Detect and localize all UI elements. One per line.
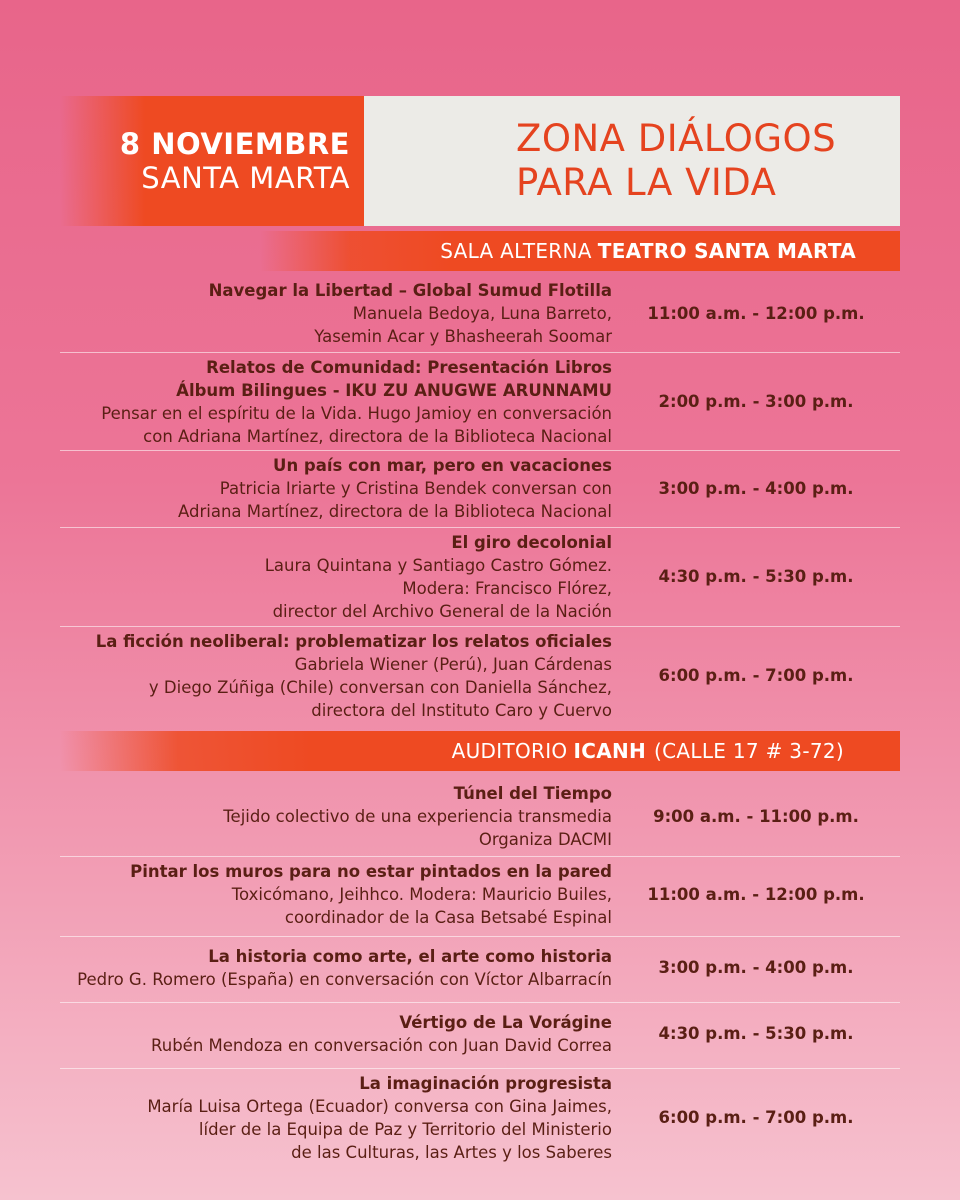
event-participants: Patricia Iriarte y Cristina Bendek conversan con <box>219 479 612 498</box>
event-time: 11:00 a.m. - 12:00 p.m. <box>647 885 865 904</box>
event-info <box>60 531 612 623</box>
event-row <box>60 275 900 351</box>
event-participants: Rubén Mendoza en conversación con Juan David Correa <box>151 1035 612 1055</box>
event-participants: Tejido colectivo de una experiencia transmedia <box>223 806 612 826</box>
event-row <box>60 778 900 854</box>
event-info <box>60 630 612 722</box>
event-row <box>60 450 900 526</box>
event-title: La ficción neoliberal: problematizar los relatos oficiales <box>95 631 612 651</box>
event-info <box>60 1072 612 1164</box>
section-address: (CALLE 17 # 3-72) <box>654 739 844 763</box>
event-info <box>60 860 612 929</box>
event-info <box>60 945 612 991</box>
event-title: Vértigo de La Vorágine <box>399 1012 612 1032</box>
event-participants: de las Culturas, las Artes y los Saberes <box>291 1142 612 1162</box>
event-time: 9:00 a.m. - 11:00 p.m. <box>653 806 859 826</box>
section-header-sala-alterna <box>260 231 900 271</box>
event-participants: Yasemin Acar y Bhasheerah Soomar <box>314 326 612 346</box>
event-time: 11:00 a.m. - 12:00 p.m. <box>647 303 865 323</box>
event-participants: Pensar en el espíritu de la Vida. Hugo Jamioy en conversación <box>101 403 612 423</box>
event-time: 4:30 p.m. - 5:30 p.m. <box>658 1024 854 1043</box>
event-participants: Gabriela Wiener (Perú), Juan Cárdenas <box>294 654 612 674</box>
event-participants: Manuela Bedoya, Luna Barreto, <box>352 303 612 323</box>
event-participants: Pedro G. Romero (España) en conversación con Víctor Albarracín <box>77 969 612 989</box>
date-block <box>60 96 364 226</box>
section-prefix: SALA ALTERNA <box>440 239 592 263</box>
event-participants: director del Archivo General de la Nación <box>272 601 612 621</box>
event-title: Navegar la Libertad – Global Sumud Flotilla <box>208 280 612 300</box>
event-time: 3:00 p.m. - 4:00 p.m. <box>658 479 854 498</box>
event-time: 4:30 p.m. - 5:30 p.m. <box>658 567 854 586</box>
event-info <box>60 1011 612 1057</box>
event-title: La historia como arte, el arte como historia <box>208 946 612 966</box>
event-date: 8 NOVIEMBRE <box>119 127 350 161</box>
event-row <box>60 352 900 450</box>
event-time: 6:00 p.m. - 7:00 p.m. <box>658 1108 854 1127</box>
event-participants: directora del Instituto Caro y Cuervo <box>311 700 612 720</box>
event-participants: Laura Quintana y Santiago Castro Gómez. <box>264 555 612 575</box>
event-row <box>60 527 900 625</box>
event-time: 6:00 p.m. - 7:00 p.m. <box>658 666 854 685</box>
event-city: SANTA MARTA <box>141 161 350 195</box>
event-participants: Organiza DACMI <box>478 829 612 849</box>
event-time: 3:00 p.m. - 4:00 p.m. <box>658 958 854 977</box>
event-participants: coordinador de la Casa Betsabé Espinal <box>284 908 612 927</box>
event-title: Un país con mar, pero en vacaciones <box>273 456 612 475</box>
section-prefix: AUDITORIO <box>451 739 568 763</box>
section-venue: TEATRO SANTA MARTA <box>597 239 856 263</box>
event-row <box>60 626 900 724</box>
event-info <box>60 279 612 348</box>
event-info <box>60 782 612 851</box>
event-participants: líder de la Equipa de Paz y Territorio del Ministerio <box>198 1119 612 1139</box>
section-header-auditorio <box>60 731 900 771</box>
header <box>60 96 900 226</box>
event-title: Relatos de Comunidad: Presentación Libros <box>206 357 612 377</box>
zone-title-block <box>364 96 900 226</box>
zone-title-line-1: ZONA DIÁLOGOS <box>516 117 837 160</box>
event-title: La imaginación progresista <box>359 1073 612 1093</box>
event-title: Álbum Bilingues - IKU ZU ANUGWE ARUNNAMU <box>176 380 612 400</box>
event-info <box>60 356 612 448</box>
event-title: Pintar los muros para no estar pintados en la pared <box>130 862 612 881</box>
event-participants: Toxicómano, Jeihhco. Modera: Mauricio Builes, <box>231 885 612 904</box>
event-time: 2:00 p.m. - 3:00 p.m. <box>658 392 854 411</box>
event-participants: Modera: Francisco Flórez, <box>402 578 612 598</box>
event-participants: y Diego Zúñiga (Chile) conversan con Daniella Sánchez, <box>148 677 612 697</box>
event-participants: con Adriana Martínez, directora de la Biblioteca Nacional <box>143 426 612 446</box>
event-row <box>60 856 900 932</box>
event-participants: Adriana Martínez, directora de la Biblioteca Nacional <box>178 502 612 521</box>
section-venue: ICANH <box>573 739 647 763</box>
event-row <box>60 1002 900 1064</box>
zone-title-line-2: PARA LA VIDA <box>516 161 777 204</box>
event-title: Túnel del Tiempo <box>453 783 612 803</box>
event-row <box>60 936 900 998</box>
event-title: El giro decolonial <box>451 532 612 552</box>
event-row <box>60 1068 900 1166</box>
event-info <box>60 454 612 523</box>
event-participants: María Luisa Ortega (Ecuador) conversa con Gina Jaimes, <box>147 1096 612 1116</box>
